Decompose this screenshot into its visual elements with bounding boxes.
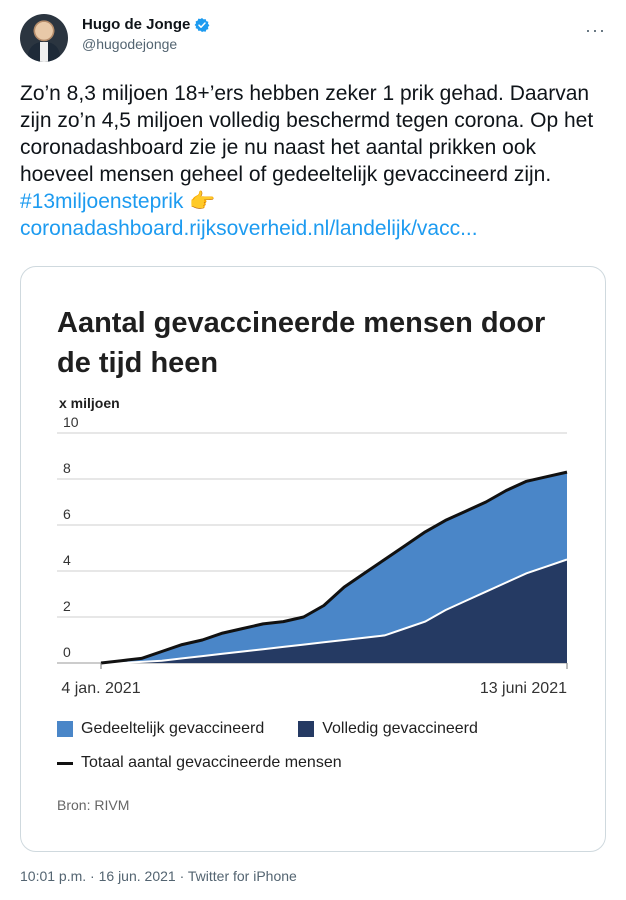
pointing-hand-icon: 👉 [189, 190, 216, 213]
author-display-name[interactable]: Hugo de Jonge [82, 16, 191, 33]
areas [101, 472, 567, 663]
legend-label-full: Volledig gevaccineerd [322, 720, 478, 737]
author-names [82, 16, 210, 52]
author-display-name-row[interactable] [82, 16, 210, 33]
tweet-text [20, 80, 610, 242]
y-axis-unit: x miljoen [59, 395, 120, 411]
chart-title: Aantal gevaccineerde mensen door de tijd heen [57, 307, 546, 379]
y-tick-label: 6 [63, 506, 71, 522]
tweet-meta [20, 868, 297, 884]
verified-badge-icon [194, 17, 210, 33]
y-tick-label: 10 [63, 414, 79, 430]
legend-label-total: Totaal aantal gevaccineerde mensen [81, 754, 342, 771]
legend-swatch-total [57, 762, 73, 765]
meta-separator: · [175, 868, 188, 884]
legend-label-partial: Gedeeltelijk gevaccineerd [81, 720, 265, 737]
legend-swatch-full [298, 721, 314, 737]
legend-item-full [298, 720, 478, 738]
chart-legend [57, 717, 577, 775]
tweet-time[interactable]: 10:01 p.m. [20, 868, 87, 884]
y-tick-label: 0 [63, 644, 71, 660]
avatar[interactable] [20, 14, 68, 62]
dashboard-link[interactable]: coronadashboard.rijksoverheid.nl/landelijk/vacc... [20, 217, 478, 240]
tweet-source-app[interactable]: Twitter for iPhone [187, 868, 297, 884]
legend-item-partial [57, 720, 264, 738]
chart-source: Bron: RIVM [57, 797, 130, 813]
y-tick-label: 8 [63, 460, 71, 476]
author-handle[interactable]: @hugodejonge [82, 36, 178, 52]
media-card[interactable] [20, 266, 606, 852]
avatar-shirt [40, 42, 48, 62]
legend-row-total [57, 751, 577, 775]
hashtag-link[interactable]: #13miljoensteprik [20, 190, 184, 213]
more-options-icon[interactable]: ··· [585, 20, 606, 40]
y-tick-label: 2 [63, 598, 71, 614]
legend-swatch-partial [57, 721, 73, 737]
x-tick-label: 13 juni 2021 [479, 680, 567, 697]
y-tick-label: 4 [63, 552, 71, 568]
tweet-header [20, 14, 610, 66]
meta-separator: · [86, 868, 99, 884]
legend-row-areas [57, 717, 577, 741]
x-ticks [61, 663, 567, 697]
tweet-main-text: Zo’n 8,3 miljoen 18+’ers hebben zeker 1 prik gehad. Daarvan zijn zo’n 4,5 miljoen volledig beschermd tegen corona. Op het coronadashboard zie je nu naast het aantal prikken ook hoeveel mensen geheel of gedeeltelijk gevaccineerd zijn. [20, 82, 594, 186]
tweet-paragraph [20, 80, 610, 242]
y-ticks [63, 414, 79, 660]
x-tick-label: 4 jan. 2021 [61, 680, 141, 697]
tweet-date[interactable]: 16 jun. 2021 [98, 868, 176, 884]
